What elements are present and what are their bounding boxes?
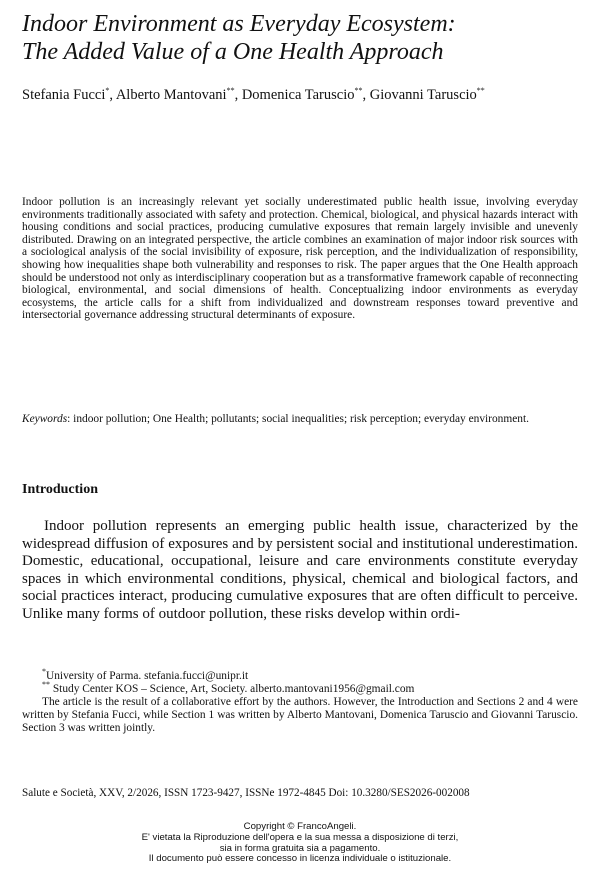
footnote-mark: * (42, 667, 46, 677)
footnote-affiliation-1 (22, 667, 578, 683)
keywords (22, 413, 578, 426)
copyright-line: E' vietata la Riproduzione dell'opera e la sua messa a disposizione di terzi, (141, 831, 459, 843)
copyright-line: sia in forma gratuita sia a pagamento. (219, 842, 381, 854)
article-title-line-2: The Added Value of a One Health Approach (22, 39, 444, 65)
footnote-mark: ** (42, 680, 50, 690)
copyright-line: Copyright © FrancoAngeli. (243, 821, 357, 832)
article-title-line-1: Indoor Environment as Everyday Ecosystem: (22, 11, 456, 37)
journal-citation: Salute e Società, XXV, 2/2026, ISSN 1723-9427, ISSNe 1972-4845 Doi: 10.3280/SES2026-002008 (22, 787, 470, 799)
section-heading: Introduction (22, 482, 98, 497)
author-name: Alberto Mantovani (115, 87, 227, 103)
footnote-authorship: The article is the result of a collaborative effort by the authors. However, the Introduction and Sections 2 and 4 were written by Stefania Fucci, while Section 1 was written by Alberto Mantovani, Domenica Taruscio and Giovanni Taruscio. Section 3 was written jointly. (22, 696, 578, 734)
author-list (22, 86, 578, 104)
author-name: Giovanni Taruscio (369, 87, 477, 103)
footnote-affiliation-2 (22, 680, 578, 696)
footnote-text: Study Center KOS – Science, Art, Society. alberto.mantovani1956@gmail.com (50, 683, 415, 695)
abstract: Indoor pollution is an increasingly relevant yet socially underestimated public health issue, involving everyday environments traditionally associated with safety and protection. Chemical, biological, and physical hazards interact with housing conditions and social practices, producing cumulative exposures that remain largely invisible and unevenly distributed. Drawing on an integrated perspective, the article combines an examination of major indoor risk sources with a sociological analysis of the social invisibility of exposure, risk perception, and the individualization of responsibility, showing how inequalities shape both vulnerability and responses to risk. The paper argues that the One Health approach should be understood not only as interdisciplinary cooperation but as a transformative framework capable of reconnecting biological, environmental, and social dimensions of health. Conceptualizing indoor environments as everyday ecosystems, the article calls for a shift from individualized and downstream responses toward preventive and intersectorial governance addressing structural determinants of exposure. (22, 196, 578, 322)
keywords-list: : indoor pollution; One Health; pollutants; social inequalities; risk perception; everyday environment. (67, 413, 529, 425)
copyright-notice (0, 822, 600, 865)
author-affiliation-mark: ** (226, 86, 235, 96)
footnotes (22, 667, 578, 735)
author-affiliation-mark: * (105, 86, 110, 96)
author-affiliation-mark: ** (354, 86, 363, 96)
author-name: Stefania Fucci (22, 87, 106, 103)
author-separator: , (362, 87, 370, 103)
body-paragraph: Indoor pollution represents an emerging public health issue, characterized by the widespread diffusion of exposures and by persistent social and institutional underestimation. Domestic, educational, occupational, leisure and care environments constitute everyday spaces in which environmental conditions, physical, chemical and biological factors, and social practices interact, producing cumulative exposures that are often difficult to perceive. Unlike many forms of outdoor pollution, these risks develop within ordi- (22, 518, 578, 622)
author-name: Domenica Taruscio (241, 87, 355, 103)
footnote-text: University of Parma. stefania.fucci@unipr.it (46, 670, 249, 682)
copyright-line: Il documento può essere concesso in licenza individuale o istituzionale. (148, 853, 452, 865)
author-separator: , (109, 87, 116, 103)
author-affiliation-mark: ** (476, 86, 485, 96)
keywords-label: Keywords (22, 413, 68, 425)
author-separator: , (234, 87, 242, 103)
article-title (22, 10, 582, 66)
